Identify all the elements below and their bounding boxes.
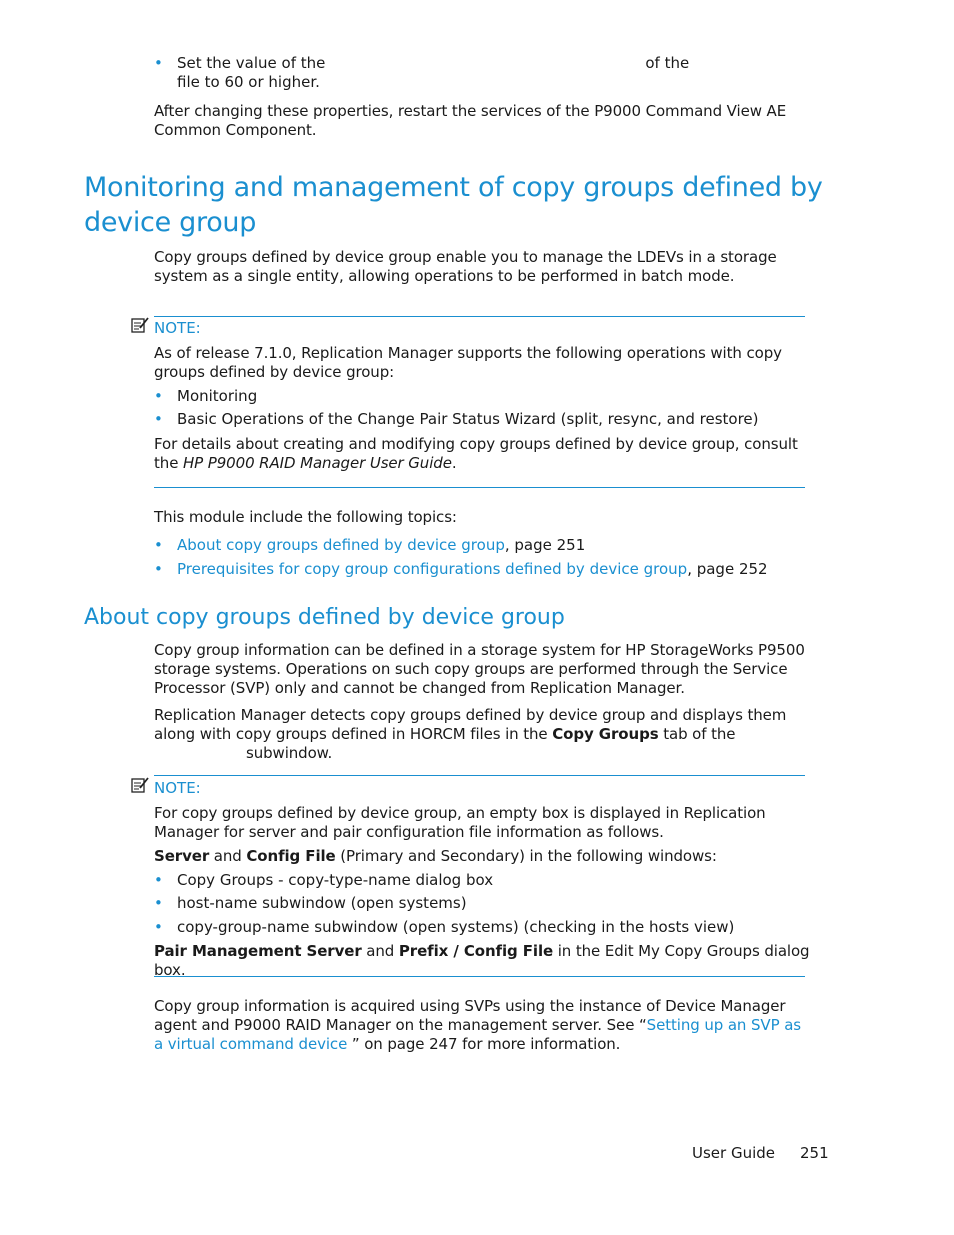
top-bullet-part1: Set the value of the (177, 54, 326, 72)
note1-paragraph: As of release 7.1.0, Replication Manager supports the following operations with copy groups defined by device group: (154, 344, 782, 381)
note2-line3-text2: in the Edit My Copy Groups dialog box. (154, 942, 810, 979)
bullet-dot: • (154, 560, 163, 578)
note2-line2-text2: (Primary and Secondary) in the following windows: (335, 847, 717, 865)
note2-line3-bold2: Prefix / Config File (398, 942, 554, 960)
topic-link[interactable]: About copy groups defined by device group (177, 536, 505, 554)
topic-page: , page 252 (687, 560, 768, 578)
bullet-dot: • (154, 918, 163, 936)
final-text-a: Copy group information is acquired using SVPs using the instance of Device Manager agent and P9000 RAID Manager on the management server. See “ (154, 997, 786, 1034)
note1-details-ref: HP P9000 RAID Manager User Guide (183, 454, 452, 472)
para2-text-b: tab of the (658, 725, 736, 743)
note1-bullet-text: Basic Operations of the Change Pair Status Wizard (split, resync, and restore) (177, 410, 759, 428)
note2-line3-text1: and (361, 942, 399, 960)
section-intro: Copy groups defined by device group enable you to manage the LDEVs in a storage system as a single entity, allowing operations to be performed in batch mode. (154, 248, 777, 285)
para2-bold: Copy Groups (552, 725, 659, 743)
note2-paragraph: For copy groups defined by device group, an empty box is displayed in Replication Manager for server and pair configuration file information as follows. (154, 804, 766, 841)
note2-top-rule (154, 775, 805, 776)
bullet-dot: • (154, 536, 163, 554)
top-bullet-part2: of the (645, 54, 690, 72)
subsection-paragraph2 (154, 706, 814, 763)
bullet-dot: • (154, 54, 163, 72)
note2-bullet-text: copy-group-name subwindow (open systems) (checking in the hosts view) (177, 918, 735, 936)
para2-text-c: subwindow. (246, 744, 333, 762)
note2-line2-bold2: Config File (246, 847, 336, 865)
after-paragraph: After changing these properties, restart the services of the P9000 Command View AE Common Component. (154, 102, 787, 139)
subsection-paragraph1: Copy group information can be defined in a storage system for HP StorageWorks P9500 storage systems. Operations on such copy groups are performed through the Service Processor (SVP) only and cannot be changed from Replication Manager. (154, 641, 805, 697)
note2-line2-text1: and (209, 847, 247, 865)
subsection-heading: About copy groups defined by device group (84, 605, 565, 630)
note1-details (154, 435, 814, 473)
note2-line2-bold1: Server (154, 847, 210, 865)
note2-line3-bold1: Pair Management Server (154, 942, 362, 960)
topic-link[interactable]: Prerequisites for copy group configurations defined by device group (177, 560, 688, 578)
top-bullet-part3: file to 60 or higher. (177, 73, 320, 91)
final-paragraph (154, 997, 814, 1054)
note2-bullet-text: Copy Groups - copy-type-name dialog box (177, 871, 494, 889)
bullet-dot: • (154, 387, 163, 405)
note1-details-prefix: For details about creating and modifying copy groups defined by device group, consult the (154, 435, 798, 472)
final-text-b: ” on page 247 for more information. (347, 1035, 621, 1053)
footer-label: User Guide (692, 1144, 776, 1162)
note-icon (131, 777, 149, 793)
note2-line3 (154, 942, 814, 980)
bullet-dot: • (154, 894, 163, 912)
bullet-dot: • (154, 410, 163, 428)
note1-bullet-text: Monitoring (177, 387, 258, 405)
note1-details-suffix: . (451, 454, 457, 472)
bullet-dot: • (154, 871, 163, 889)
section-heading: Monitoring and management of copy groups defined by device group (84, 172, 823, 238)
page-number: 251 (800, 1144, 829, 1162)
note1-bottom-rule (154, 487, 805, 488)
note2-label: NOTE: (154, 779, 201, 797)
note1-top-rule (154, 316, 805, 317)
note-icon (131, 317, 149, 333)
note2-bottom-rule (154, 976, 805, 977)
note1-label: NOTE: (154, 319, 201, 337)
note2-line2 (154, 847, 814, 866)
topics-intro: This module include the following topics: (154, 508, 457, 526)
para2-text-a: Replication Manager detects copy groups defined by device group and displays them along with copy groups defined in HORCM files in the (154, 706, 787, 743)
note2-bullet-text: host-name subwindow (open systems) (177, 894, 467, 912)
svp-link[interactable]: Setting up an SVP as a virtual command device (154, 1016, 801, 1053)
topic-page: , page 251 (504, 536, 586, 554)
